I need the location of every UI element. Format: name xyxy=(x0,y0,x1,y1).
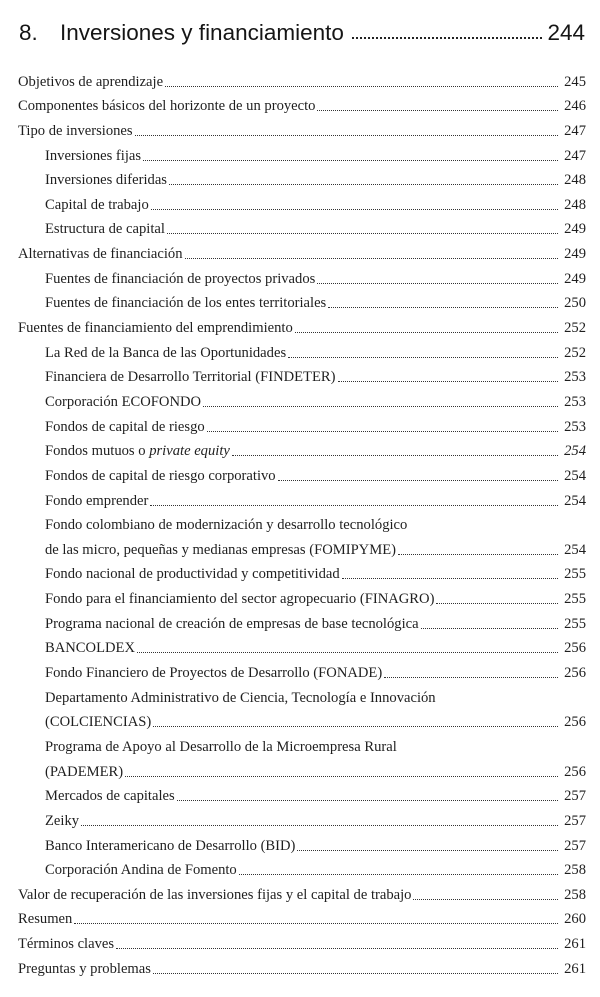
entry-page: 260 xyxy=(564,911,586,928)
toc-subentry-line xyxy=(18,510,586,535)
entry-page: 254 xyxy=(564,541,586,558)
toc-subentry xyxy=(18,657,586,682)
toc-entry xyxy=(18,904,586,929)
toc-subentry xyxy=(18,781,586,806)
entry-title: Términos claves xyxy=(18,936,115,953)
entry-title: Corporación ECOFONDO xyxy=(45,393,202,410)
dot-leader xyxy=(352,37,543,39)
entry-title: Fondos de capital de riesgo xyxy=(45,418,205,435)
toc-subentry xyxy=(18,583,586,608)
entry-page: 261 xyxy=(564,936,586,953)
entry-title: Fuentes de financiación de proyectos privados xyxy=(45,270,316,287)
dot-leader xyxy=(81,825,558,826)
dot-leader xyxy=(278,480,558,481)
dot-leader xyxy=(342,578,558,579)
toc-subentry xyxy=(18,559,586,584)
table-of-contents xyxy=(18,66,586,978)
entry-title: Estructura de capital xyxy=(45,221,165,238)
toc-entry xyxy=(18,238,586,263)
entry-page: 256 xyxy=(564,665,586,682)
toc-subentry xyxy=(18,485,586,510)
entry-page: 256 xyxy=(564,763,586,780)
entry-page: 257 xyxy=(564,837,586,854)
toc-subentry xyxy=(18,214,586,239)
toc-subentry xyxy=(18,707,586,732)
dot-leader xyxy=(169,184,558,185)
entry-page: 247 xyxy=(564,147,586,164)
entry-page: 245 xyxy=(564,73,586,90)
entry-title: Inversiones diferidas xyxy=(45,172,167,189)
dot-leader xyxy=(143,160,558,161)
dot-leader xyxy=(74,923,558,924)
toc-subentry xyxy=(18,855,586,880)
entry-page: 247 xyxy=(564,122,586,139)
entry-page: 256 xyxy=(564,714,586,731)
entry-title-italic: private equity xyxy=(149,443,230,460)
dot-leader xyxy=(185,258,558,259)
entry-title: Preguntas y problemas xyxy=(18,960,151,977)
dot-leader xyxy=(338,381,559,382)
toc-subentry-line xyxy=(18,682,586,707)
dot-leader xyxy=(116,948,558,949)
toc-subentry xyxy=(18,337,586,362)
entry-title: Fondo emprender xyxy=(45,492,149,509)
toc-entry xyxy=(18,66,586,91)
dot-leader xyxy=(297,850,558,851)
entry-title: Fuentes de financiación de los entes territoriales xyxy=(45,295,327,312)
entry-title: Fondo para el financiamiento del sector agropecuario (FINAGRO) xyxy=(45,591,435,608)
entry-title-plain: Fondos mutuos o xyxy=(45,443,150,460)
dot-leader xyxy=(436,603,558,604)
entry-title: (COLCIENCIAS) xyxy=(45,714,152,731)
entry-page: 255 xyxy=(564,615,586,632)
dot-leader xyxy=(137,652,558,653)
dot-leader xyxy=(288,357,558,358)
entry-title: Corporación Andina de Fomento xyxy=(45,862,237,879)
chapter-heading xyxy=(19,10,585,46)
dot-leader xyxy=(125,776,558,777)
entry-title: Resumen xyxy=(18,911,73,928)
entry-page: 253 xyxy=(564,418,586,435)
entry-title: Zeiky xyxy=(45,812,80,829)
entry-title: La Red de la Banca de las Oportunidades xyxy=(45,344,287,361)
dot-leader xyxy=(177,800,558,801)
entry-title: Valor de recuperación de las inversiones fijas y el capital de trabajo xyxy=(18,886,412,903)
toc-subentry xyxy=(18,534,586,559)
entry-page: 256 xyxy=(564,640,586,657)
entry-title: Fondo colombiano de modernización y desarrollo tecnológico xyxy=(45,517,408,534)
toc-subentry xyxy=(18,460,586,485)
dot-leader xyxy=(207,431,558,432)
entry-title: Fuentes de financiamiento del emprendimiento xyxy=(18,320,293,337)
entry-page: 252 xyxy=(564,320,586,337)
entry-title: Fondo nacional de productividad y competitividad xyxy=(45,566,340,583)
entry-page: 254 xyxy=(564,443,586,460)
dot-leader xyxy=(167,233,558,234)
toc-entry xyxy=(18,91,586,116)
entry-title: Componentes básicos del horizonte de un proyecto xyxy=(18,98,316,115)
toc-entry xyxy=(18,312,586,337)
entry-title: de las micro, pequeñas y medianas empresas (FOMIPYME) xyxy=(45,541,396,558)
dot-leader xyxy=(153,973,558,974)
dot-leader xyxy=(153,726,558,727)
entry-page: 257 xyxy=(564,812,586,829)
toc-subentry xyxy=(18,436,586,461)
toc-subentry xyxy=(18,263,586,288)
entry-page: 249 xyxy=(564,270,586,287)
dot-leader xyxy=(135,135,558,136)
entry-title: Departamento Administrativo de Ciencia, Tecnología e Innovación xyxy=(45,689,436,706)
dot-leader xyxy=(421,628,558,629)
entry-title: Objetivos de aprendizaje xyxy=(18,73,164,90)
dot-leader xyxy=(150,505,558,506)
dot-leader xyxy=(151,209,558,210)
entry-page: 257 xyxy=(564,788,586,805)
toc-subentry xyxy=(18,386,586,411)
toc-subentry xyxy=(18,189,586,214)
entry-title: Financiera de Desarrollo Territorial (FINDETER) xyxy=(45,369,336,386)
toc-subentry xyxy=(18,362,586,387)
toc-subentry xyxy=(18,805,586,830)
toc-subentry xyxy=(18,411,586,436)
entry-title: Programa de Apoyo al Desarrollo de la Microempresa Rural xyxy=(45,738,397,755)
entry-title: BANCOLDEX xyxy=(45,640,135,657)
entry-page: 261 xyxy=(564,960,586,977)
entry-page: 255 xyxy=(564,591,586,608)
entry-title: Programa nacional de creación de empresas de base tecnológica xyxy=(45,615,419,632)
entry-title: Mercados de capitales xyxy=(45,788,175,805)
entry-title: (PADEMER) xyxy=(45,763,124,780)
chapter-number: 8. xyxy=(19,20,38,45)
dot-leader xyxy=(203,406,558,407)
dot-leader xyxy=(384,677,558,678)
toc-subentry-line xyxy=(18,731,586,756)
toc-subentry xyxy=(18,165,586,190)
entry-page: 252 xyxy=(564,344,586,361)
dot-leader xyxy=(398,554,558,555)
entry-page: 253 xyxy=(564,369,586,386)
toc-subentry xyxy=(18,140,586,165)
dot-leader xyxy=(232,455,558,456)
entry-title xyxy=(45,442,230,460)
entry-page: 254 xyxy=(564,467,586,484)
entry-page: 246 xyxy=(564,98,586,115)
toc-entry xyxy=(18,115,586,140)
toc-subentry xyxy=(18,608,586,633)
dot-leader xyxy=(413,899,558,900)
entry-page: 249 xyxy=(564,221,586,238)
toc-subentry xyxy=(18,756,586,781)
entry-title: Capital de trabajo xyxy=(45,196,149,213)
toc-subentry xyxy=(18,633,586,658)
entry-title: Fondos de capital de riesgo corporativo xyxy=(45,467,276,484)
toc-subentry xyxy=(18,288,586,313)
toc-entry xyxy=(18,879,586,904)
dot-leader xyxy=(295,332,558,333)
entry-page: 254 xyxy=(564,492,586,509)
entry-title: Alternativas de financiación xyxy=(18,246,183,263)
entry-page: 255 xyxy=(564,566,586,583)
dot-leader xyxy=(165,86,558,87)
entry-page: 248 xyxy=(564,172,586,189)
chapter-page: 244 xyxy=(547,20,585,45)
entry-page: 248 xyxy=(564,196,586,213)
toc-entry xyxy=(18,928,586,953)
entry-page: 253 xyxy=(564,393,586,410)
dot-leader xyxy=(239,874,558,875)
entry-page: 258 xyxy=(564,886,586,903)
toc-entry xyxy=(18,953,586,978)
chapter-title: Inversiones y financiamiento xyxy=(60,20,344,45)
entry-page: 249 xyxy=(564,246,586,263)
entry-page: 258 xyxy=(564,862,586,879)
dot-leader xyxy=(328,307,558,308)
toc-subentry xyxy=(18,830,586,855)
entry-title: Banco Interamericano de Desarrollo (BID) xyxy=(45,837,296,854)
entry-title: Tipo de inversiones xyxy=(18,122,133,139)
entry-title: Fondo Financiero de Proyectos de Desarrollo (FONADE) xyxy=(45,665,383,682)
entry-page: 250 xyxy=(564,295,586,312)
entry-title: Inversiones fijas xyxy=(45,147,142,164)
dot-leader xyxy=(317,283,558,284)
dot-leader xyxy=(317,110,558,111)
